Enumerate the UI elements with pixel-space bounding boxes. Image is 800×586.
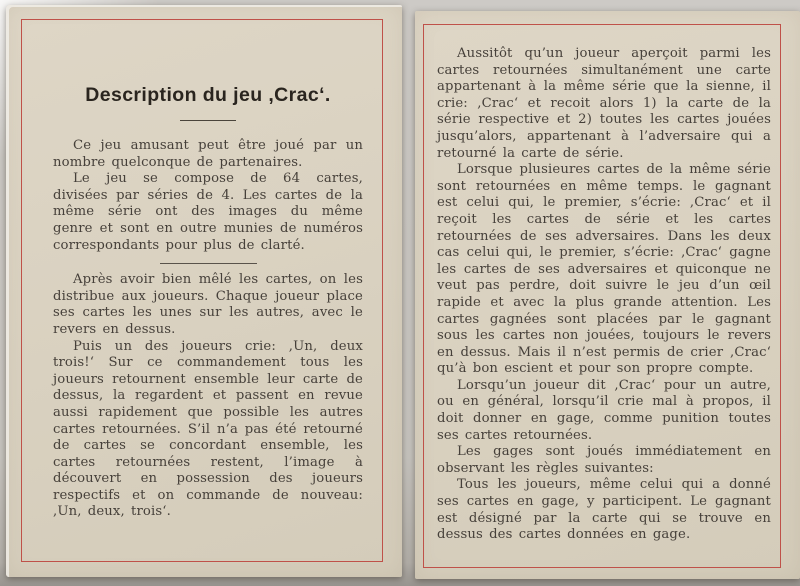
left-card xyxy=(6,5,402,577)
right-page-content xyxy=(437,46,771,544)
left-page-content xyxy=(53,84,363,521)
right-card xyxy=(415,11,800,579)
paragraph: Ce jeu amusant peut être joué par un nombre quelconque de partenaires. xyxy=(53,138,363,170)
paragraph: Lorsqu’un joueur dit ,Crac‘ pour un autre, ou en général, lorsqu’il crie mal à propos, il doit donner en gage, comme punition toutes ses cartes retournées. xyxy=(437,377,771,443)
paragraph: Après avoir bien mêlé les cartes, on les distribue aux joueurs. Chaque joueur place ses cartes les unes sur les autres, avec le revers en dessus. xyxy=(53,272,363,337)
page-title: Description du jeu ,Crac‘. xyxy=(85,84,331,106)
paragraph: Puis un des joueurs crie: ,Un, deux trois!‘ Sur ce commandement tous les joueurs retournent ensemble leur carte de dessus, la regardent et passent en revue aussi rapidement que possible les autres cartes retournées. S’il n’a pas été retourné de cartes se concordant ensemble, les cartes retournées restent, l’image à découvert en possession des joueurs respectifs et on commande de nouveau: ,Un, deux, trois‘. xyxy=(53,338,363,520)
section-divider-rule xyxy=(160,263,257,264)
title-rule xyxy=(180,120,236,121)
paragraph: Tous les joueurs, même celui qui a donné ses cartes en gage, y participent. Le gagnant est désigné par la carte qui se trouve en dessus des cartes données en gage. xyxy=(437,477,771,543)
paragraph: Le jeu se compose de 64 cartes, divisées par séries de 4. Les cartes de la même série ont des images du même genre et sont en outre munies de numéros correspondants pour plus de clarté. xyxy=(53,171,363,253)
paragraph: Lorsque plusieures cartes de la même série sont retournées en même temps. le gagnant est celui qui, le premier, s’écrie: ,Crac‘ et il reçoit les cartes de série et les cartes retournées de ses adversaires. Dans les deux cas celui qui, le premier, s’écrie: ,Crac‘ gagne les cartes de ses adversaires et quiconque ne veut pas perdre, doit suivre le jeu d’un œil rapide et avec la plus grande attention. Les cartes gagnées sont placées par le gagnant sous les cartes non jouées, toujours le revers en dessus. Mais il n’est permis de crier ,Crac‘ qu’à bon escient et pour son propre compte. xyxy=(437,162,771,377)
paragraph: Les gages sont joués immédiatement en observant les règles suivantes: xyxy=(437,444,771,476)
paragraph: Aussitôt qu’un joueur aperçoit parmi les cartes retournées simultanément une carte appartenant à la même série que la sienne, il crie: ,Crac‘ et recoit alors 1) la carte de la série respective et 2) toutes les cartes jouées jusqu’alors, appartenant à l’adversaire qui a retourné la carte de série. xyxy=(437,46,771,161)
